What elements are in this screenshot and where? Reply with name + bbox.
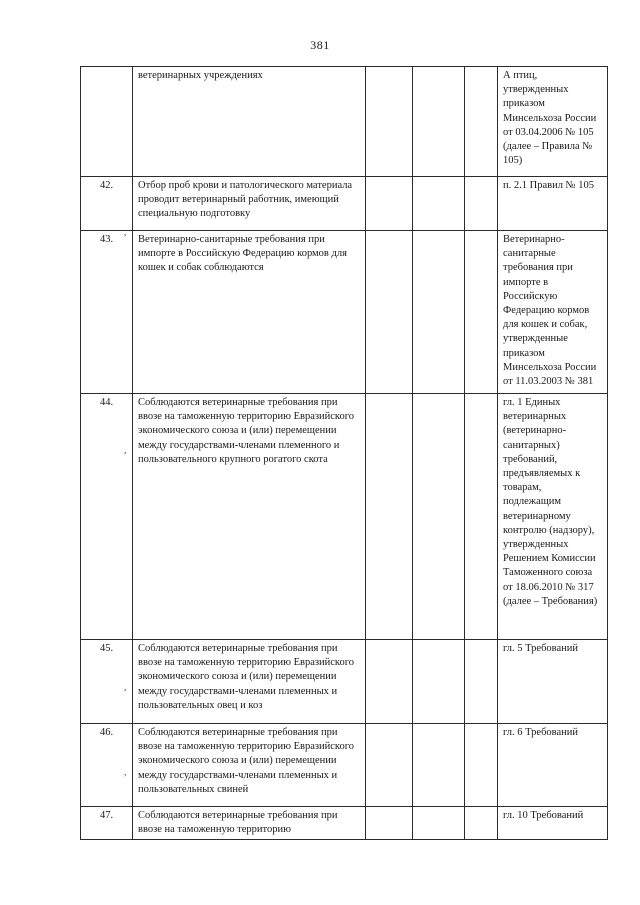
row-number: 46. xyxy=(81,724,133,807)
empty-cell xyxy=(465,807,498,840)
empty-cell xyxy=(465,177,498,231)
legal-reference: гл. 5 Требований xyxy=(498,640,608,724)
legal-reference: Ветеринарно-санитарные требования при импорте в Российскую Федерацию кормов для кошек и собак, утвержденные приказом Минсельхоза России от 11.03.2003 № 381 xyxy=(498,231,608,394)
row-number: 43. xyxy=(81,231,133,394)
empty-cell xyxy=(413,177,465,231)
table-row xyxy=(81,394,608,640)
empty-cell xyxy=(465,67,498,177)
empty-cell xyxy=(413,394,465,640)
scan-mark: , xyxy=(124,227,127,237)
empty-cell xyxy=(366,807,413,840)
legal-reference: п. 2.1 Правил № 105 xyxy=(498,177,608,231)
table-row xyxy=(81,724,608,807)
legal-reference: А птиц, утвержденных приказом Минсельхоза России от 03.04.2006 № 105 (далее – Правила № 105) xyxy=(498,67,608,177)
table-row xyxy=(81,231,608,394)
empty-cell xyxy=(366,231,413,394)
requirement-text: Ветеринарно-санитарные требования при импорте в Российскую Федерацию кормов для кошек и собак соблюдаются xyxy=(133,231,366,394)
requirement-text: Отбор проб крови и патологического материала проводит ветеринарный работник, имеющий специальную подготовку xyxy=(133,177,366,231)
table-row xyxy=(81,807,608,840)
empty-cell xyxy=(366,640,413,724)
row-number xyxy=(81,67,133,177)
legal-reference: гл. 1 Единых ветеринарных (ветеринарно-санитарных) требований, предъявляемых к товарам, подлежащим ветеринарному контролю (надзору), утвержденных Решением Комиссии Таможенного союза от 18.06.2010 № 317 (далее – Требования) xyxy=(498,394,608,640)
row-number: 42. xyxy=(81,177,133,231)
empty-cell xyxy=(465,640,498,724)
empty-cell xyxy=(465,231,498,394)
requirement-text: Соблюдаются ветеринарные требования при ввозе на таможенную территорию xyxy=(133,807,366,840)
empty-cell xyxy=(413,807,465,840)
scan-mark: , xyxy=(124,445,127,455)
table-row xyxy=(81,640,608,724)
empty-cell xyxy=(465,724,498,807)
legal-reference: гл. 6 Требований xyxy=(498,724,608,807)
requirement-text: Соблюдаются ветеринарные требования при ввозе на таможенную территорию Евразийского экономического союза и (или) перемещении между государствами-членами племенных и пользовательных овец и коз xyxy=(133,640,366,724)
empty-cell xyxy=(413,724,465,807)
empty-cell xyxy=(366,67,413,177)
empty-cell xyxy=(465,394,498,640)
requirement-text: Соблюдаются ветеринарные требования при ввозе на таможенную территорию Евразийского экономического союза и (или) перемещении между государствами-членами племенного и пользовательного крупного рогатого скота xyxy=(133,394,366,640)
row-number: 44. xyxy=(81,394,133,640)
empty-cell xyxy=(366,394,413,640)
row-number: 47. xyxy=(81,807,133,840)
empty-cell xyxy=(366,724,413,807)
requirement-text: ветеринарных учреждениях xyxy=(133,67,366,177)
empty-cell xyxy=(413,640,465,724)
scan-mark: , xyxy=(124,682,127,692)
page-number: 381 xyxy=(310,38,330,52)
empty-cell xyxy=(366,177,413,231)
row-number: 45. xyxy=(81,640,133,724)
empty-cell xyxy=(413,67,465,177)
table-row xyxy=(81,177,608,231)
scan-mark: , xyxy=(124,767,127,777)
requirements-table xyxy=(80,66,608,840)
legal-reference: гл. 10 Требований xyxy=(498,807,608,840)
requirement-text: Соблюдаются ветеринарные требования при ввозе на таможенную территорию Евразийского экономического союза и (или) перемещении между государствами-членами племенных и пользовательных свиней xyxy=(133,724,366,807)
empty-cell xyxy=(413,231,465,394)
table-row xyxy=(81,67,608,177)
